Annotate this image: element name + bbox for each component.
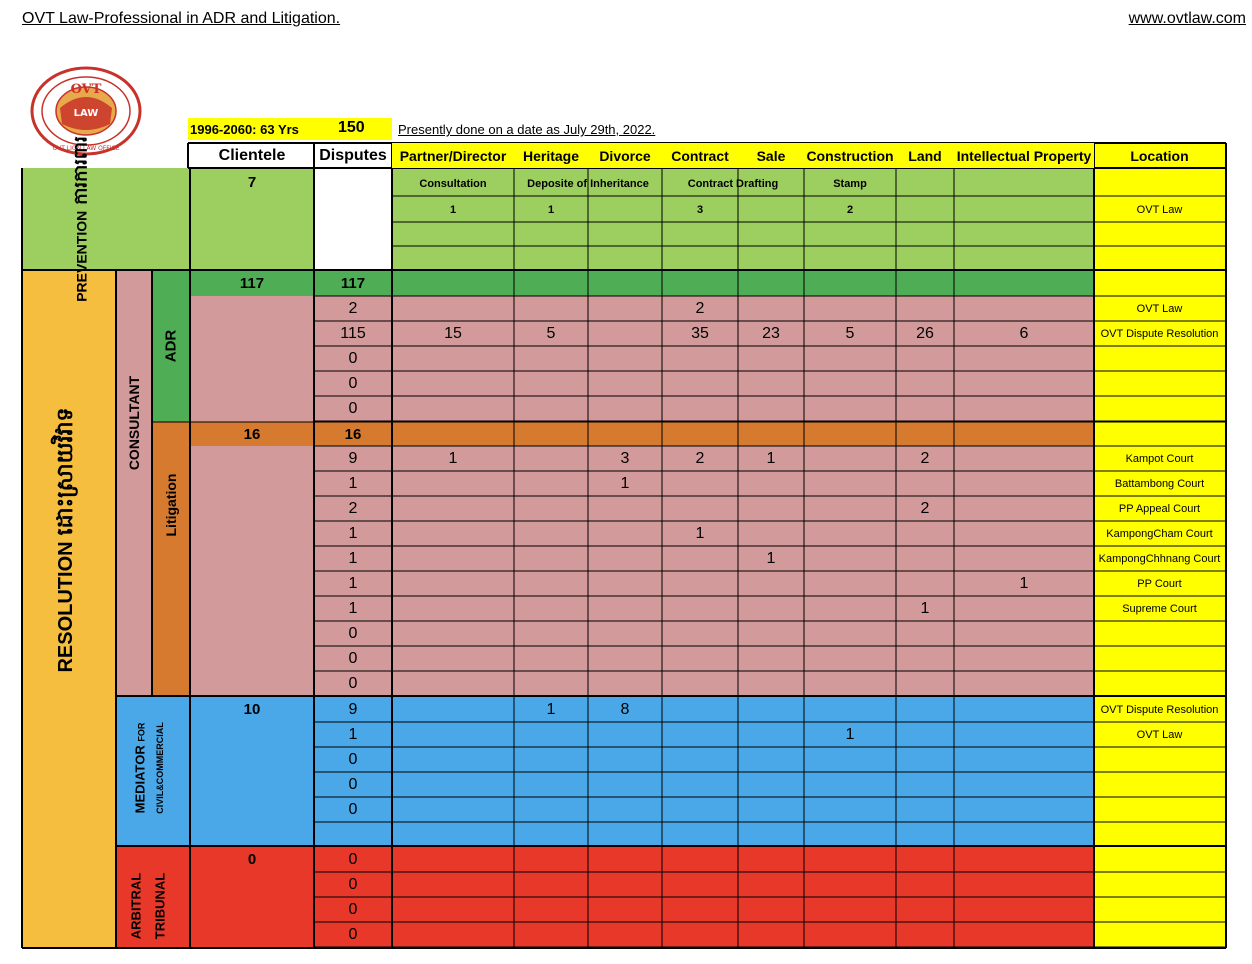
- tribunal-label: TRIBUNAL: [152, 872, 168, 940]
- col-header-category: Divorce: [588, 143, 662, 168]
- litigation-disputes-cell: 1: [348, 474, 358, 492]
- litigation-disputes-cell: 0: [348, 649, 358, 667]
- svg-text:LAW: LAW: [73, 108, 99, 119]
- prevention-service: Contract Drafting: [687, 178, 779, 190]
- litigation-disputes-cell: 1: [348, 574, 358, 592]
- adr-disputes-total: 117: [340, 274, 366, 292]
- adr-value-cell: 2: [695, 299, 705, 317]
- litigation-location-cell: PP Appeal Court: [1118, 502, 1201, 515]
- prevention-service: Deposite of Inheritance: [527, 178, 649, 190]
- prevention-label: PREVENTIONការការពារ: [70, 136, 91, 302]
- mediator-label: MEDIATOR FOR: [132, 722, 148, 814]
- litigation-clientele: 16: [243, 425, 261, 443]
- mediator-disputes-cell: 0: [348, 750, 358, 768]
- litigation-value-cell: 1: [448, 449, 458, 467]
- consultant-label: CONSULTANT: [126, 375, 142, 471]
- litigation-location-cell: Supreme Court: [1122, 602, 1197, 615]
- adr-disputes-cell: 0: [348, 399, 358, 417]
- adr-location-cell: OVT Dispute Resolution: [1100, 327, 1219, 340]
- col-header-category: Contract: [662, 143, 738, 168]
- litigation-disputes-total: 16: [344, 425, 362, 443]
- period-label: 1996-2060: 63 Yrs: [190, 122, 299, 137]
- adr-label: ADR: [162, 329, 180, 363]
- litigation-value-cell: 1: [920, 599, 930, 617]
- litigation-value-cell: 2: [695, 449, 705, 467]
- adr-disputes-cell: 0: [348, 374, 358, 392]
- mediator-value-cell: 1: [845, 725, 855, 743]
- mediator-disputes-cell: 0: [348, 800, 358, 818]
- adr-disputes-cell: 115: [340, 324, 366, 342]
- adr-value-cell: 15: [444, 324, 462, 342]
- col-header-disputes: Disputes: [319, 146, 387, 164]
- litigation-disputes-cell: 1: [348, 599, 358, 617]
- prevention-clientele: 7: [247, 173, 257, 191]
- litigation-value-cell: 3: [620, 449, 630, 467]
- mediator-disputes-cell: 9: [348, 700, 358, 718]
- website-link[interactable]: www.ovtlaw.com: [1128, 10, 1246, 27]
- col-header-clientele: Clientele: [218, 146, 286, 164]
- arbitral-label: ARBITRAL: [128, 872, 144, 940]
- adr-value-cell: 5: [546, 324, 556, 342]
- mediator-value-cell: 1: [546, 700, 556, 718]
- litigation-disputes-cell: 2: [348, 499, 358, 517]
- litigation-value-cell: 1: [766, 549, 776, 567]
- col-header-category: Land: [896, 143, 954, 168]
- adr-clientele: 117: [239, 274, 265, 292]
- col-header-location: Location: [1130, 147, 1189, 164]
- prevention-value: 2: [846, 204, 854, 216]
- document-title: OVT Law-Professional in ADR and Litigation.: [22, 10, 341, 27]
- adr-value-cell: 6: [1019, 324, 1029, 342]
- col-header-category: Intellectual Property: [954, 143, 1094, 168]
- arbitral-disputes-cell: 0: [348, 850, 358, 868]
- mediator-location-cell: OVT Law: [1136, 728, 1183, 741]
- arbitral-disputes-cell: 0: [348, 925, 358, 943]
- col-header-category: Heritage: [514, 143, 588, 168]
- prevention-service: Stamp: [833, 178, 867, 190]
- adr-disputes-cell: 2: [348, 299, 358, 317]
- litigation-disputes-cell: 1: [348, 524, 358, 542]
- mediator-disputes-cell: 1: [348, 725, 358, 743]
- litigation-value-cell: 1: [766, 449, 776, 467]
- prevention-value: 1: [547, 204, 555, 216]
- litigation-disputes-cell: 0: [348, 674, 358, 692]
- mediator-value-cell: 8: [620, 700, 630, 718]
- svg-text:OVT LION LAW OFFICE: OVT LION LAW OFFICE: [52, 145, 120, 152]
- mediator-sublabel: CIVIL&COMMERCIAL: [155, 722, 165, 814]
- date-note: Presently done on a date as July 29th, 2022.: [398, 122, 656, 137]
- adr-location-cell: OVT Law: [1136, 302, 1183, 315]
- mediator-location-cell: OVT Dispute Resolution: [1100, 703, 1219, 716]
- arbitral-clientele: 0: [247, 851, 257, 868]
- litigation-location-cell: Battambong Court: [1114, 477, 1205, 490]
- total-count: 150: [338, 119, 365, 136]
- litigation-value-cell: 1: [1019, 574, 1029, 592]
- litigation-location-cell: KampongCham Court: [1106, 527, 1213, 540]
- col-header-category: Construction: [804, 143, 896, 168]
- litigation-label: Litigation: [163, 473, 179, 537]
- col-header-category: Sale: [738, 143, 804, 168]
- litigation-location-cell: KampongChhnang Court: [1098, 552, 1221, 565]
- svg-text:OVT: OVT: [70, 82, 102, 97]
- adr-value-cell: 23: [762, 324, 780, 342]
- arbitral-disputes-cell: 0: [348, 875, 358, 893]
- adr-value-cell: 5: [845, 324, 855, 342]
- adr-value-cell: 26: [916, 324, 934, 342]
- litigation-value-cell: 2: [920, 449, 930, 467]
- resolution-label: RESOLUTIONដោះស្រាយវិវាទ: [52, 407, 77, 673]
- prevention-value: 1: [449, 204, 457, 216]
- litigation-disputes-cell: 0: [348, 624, 358, 642]
- litigation-location-cell: PP Court: [1137, 577, 1182, 590]
- adr-disputes-cell: 0: [348, 349, 358, 367]
- prevention-service: Consultation: [419, 178, 487, 190]
- adr-value-cell: 35: [691, 324, 709, 342]
- litigation-disputes-cell: 9: [348, 449, 358, 467]
- prevention-value: 3: [696, 204, 704, 216]
- litigation-disputes-cell: 1: [348, 549, 358, 567]
- litigation-value-cell: 1: [620, 474, 630, 492]
- mediator-disputes-cell: 0: [348, 775, 358, 793]
- litigation-value-cell: 2: [920, 499, 930, 517]
- col-header-category: Partner/Director: [392, 143, 514, 168]
- prevention-location: OVT Law: [1136, 204, 1183, 216]
- litigation-value-cell: 1: [695, 524, 705, 542]
- mediator-clientele: 10: [243, 701, 261, 718]
- litigation-location-cell: Kampot Court: [1125, 452, 1194, 465]
- arbitral-disputes-cell: 0: [348, 900, 358, 918]
